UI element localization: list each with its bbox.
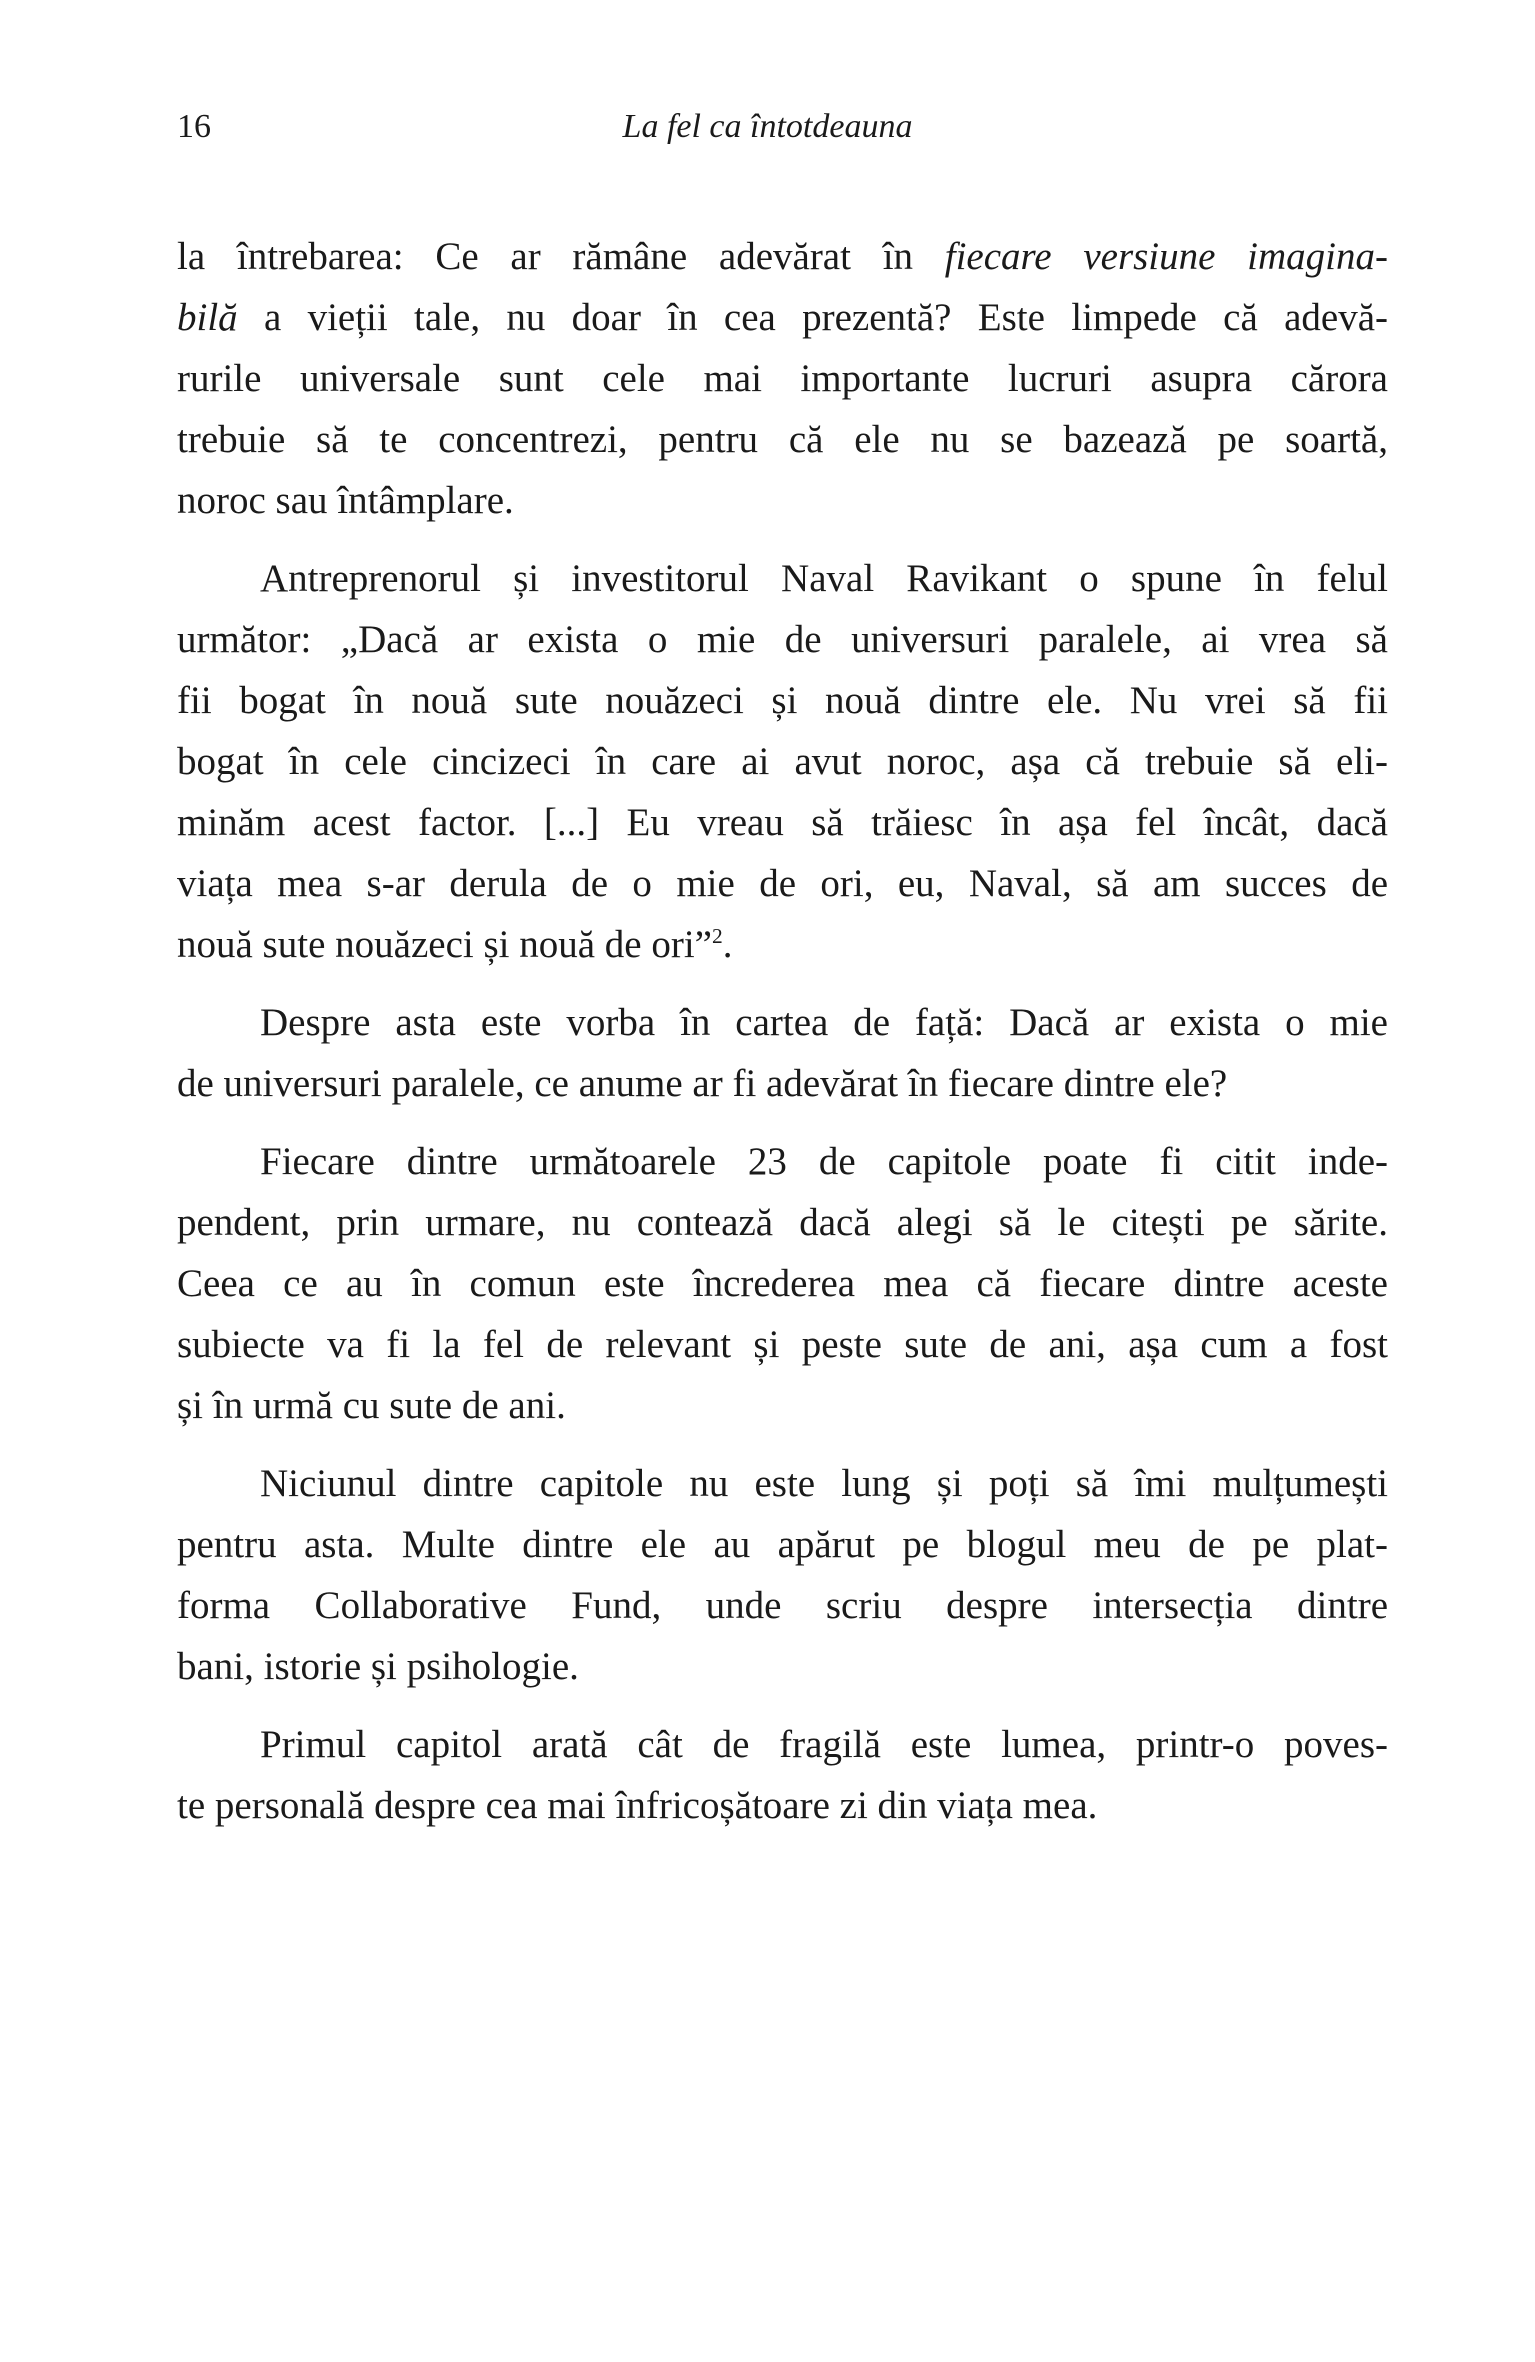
text-line bbox=[177, 1514, 1388, 1575]
text-line bbox=[177, 609, 1388, 670]
text-segment: bogat în cele cincizeci în care ai avut noroc, așa că trebuie să eli- bbox=[177, 740, 1388, 783]
text-line bbox=[177, 470, 1388, 531]
text-line bbox=[177, 670, 1388, 731]
text-line bbox=[177, 1453, 1388, 1514]
paragraph bbox=[177, 548, 1388, 975]
text-segment: . bbox=[722, 923, 733, 966]
text-line bbox=[177, 1314, 1388, 1375]
text-line bbox=[177, 1775, 1388, 1836]
text-line bbox=[177, 1131, 1388, 1192]
paragraph bbox=[177, 1453, 1388, 1697]
footnote-reference: 2 bbox=[711, 924, 723, 948]
text-segment: a vieții tale, nu doar în cea prezentă? Este limpede că adevă- bbox=[237, 296, 1388, 339]
text-segment: nouă sute nouăzeci și nouă de ori” bbox=[177, 923, 712, 966]
body-text bbox=[177, 226, 1388, 1853]
text-segment: bani, istorie și psihologie. bbox=[177, 1645, 579, 1688]
text-segment: Ceea ce au în comun este încrederea mea că fiecare dintre aceste bbox=[177, 1262, 1388, 1305]
text-line bbox=[177, 287, 1388, 348]
text-segment: subiecte va fi la fel de relevant și peste sute de ani, așa cum a fost bbox=[177, 1323, 1388, 1366]
paragraph bbox=[177, 1714, 1388, 1836]
text-line bbox=[177, 914, 1388, 975]
text-line bbox=[177, 409, 1388, 470]
text-segment: fii bogat în nouă sute nouăzeci și nouă dintre ele. Nu vrei să fii bbox=[177, 679, 1388, 722]
text-line bbox=[177, 853, 1388, 914]
text-line bbox=[177, 1192, 1388, 1253]
text-line bbox=[177, 1053, 1388, 1114]
text-line bbox=[177, 548, 1388, 609]
text-segment: următor: „Dacă ar exista o mie de universuri paralele, ai vrea să bbox=[177, 618, 1388, 661]
text-segment: Primul capitol arată cât de fragilă este lumea, printr-o poves- bbox=[260, 1723, 1388, 1766]
text-line bbox=[177, 792, 1388, 853]
italic-text: bilă bbox=[177, 296, 238, 339]
text-segment: pentru asta. Multe dintre ele au apărut pe blogul meu de pe plat- bbox=[177, 1523, 1388, 1566]
text-segment: noroc sau întâmplare. bbox=[177, 479, 514, 522]
text-segment: pendent, prin urmare, nu contează dacă alegi să le citești pe sărite. bbox=[177, 1201, 1388, 1244]
text-segment: de universuri paralele, ce anume ar fi adevărat în fiecare dintre ele? bbox=[177, 1062, 1228, 1105]
text-line bbox=[177, 226, 1388, 287]
text-segment: și în urmă cu sute de ani. bbox=[177, 1384, 566, 1427]
page-number: 16 bbox=[177, 108, 211, 145]
paragraph bbox=[177, 992, 1388, 1114]
italic-text: fiecare versiune imagina- bbox=[944, 235, 1389, 278]
text-segment: viața mea s-ar derula de o mie de ori, eu, Naval, să am succes de bbox=[177, 862, 1388, 905]
text-line bbox=[177, 731, 1388, 792]
text-segment: Fiecare dintre următoarele 23 de capitole poate fi citit inde- bbox=[260, 1140, 1388, 1183]
text-line bbox=[177, 1636, 1388, 1697]
text-segment: Antreprenorul și investitorul Naval Ravikant o spune în felul bbox=[260, 557, 1388, 600]
paragraph bbox=[177, 1131, 1388, 1436]
text-line bbox=[177, 348, 1388, 409]
text-line bbox=[177, 1575, 1388, 1636]
text-line bbox=[177, 1253, 1388, 1314]
text-line bbox=[177, 1714, 1388, 1775]
text-segment: rurile universale sunt cele mai importante lucruri asupra cărora bbox=[177, 357, 1388, 400]
text-segment: Niciunul dintre capitole nu este lung și poți să îmi mulțumești bbox=[260, 1462, 1388, 1505]
text-line bbox=[177, 992, 1388, 1053]
text-segment: forma Collaborative Fund, unde scriu despre intersecția dintre bbox=[177, 1584, 1388, 1627]
text-segment: la întrebarea: Ce ar rămâne adevărat în bbox=[177, 235, 945, 278]
text-segment: Despre asta este vorba în cartea de față: Dacă ar exista o mie bbox=[260, 1001, 1388, 1044]
text-segment: trebuie să te concentrezi, pentru că ele nu se bazează pe soartă, bbox=[177, 418, 1388, 461]
text-segment: minăm acest factor. [...] Eu vreau să trăiesc în așa fel încât, dacă bbox=[177, 801, 1388, 844]
text-segment: te personală despre cea mai înfricoșătoare zi din viața mea. bbox=[177, 1784, 1098, 1827]
paragraph bbox=[177, 226, 1388, 531]
running-title: La fel ca întotdeauna bbox=[622, 108, 913, 145]
text-line bbox=[177, 1375, 1388, 1436]
